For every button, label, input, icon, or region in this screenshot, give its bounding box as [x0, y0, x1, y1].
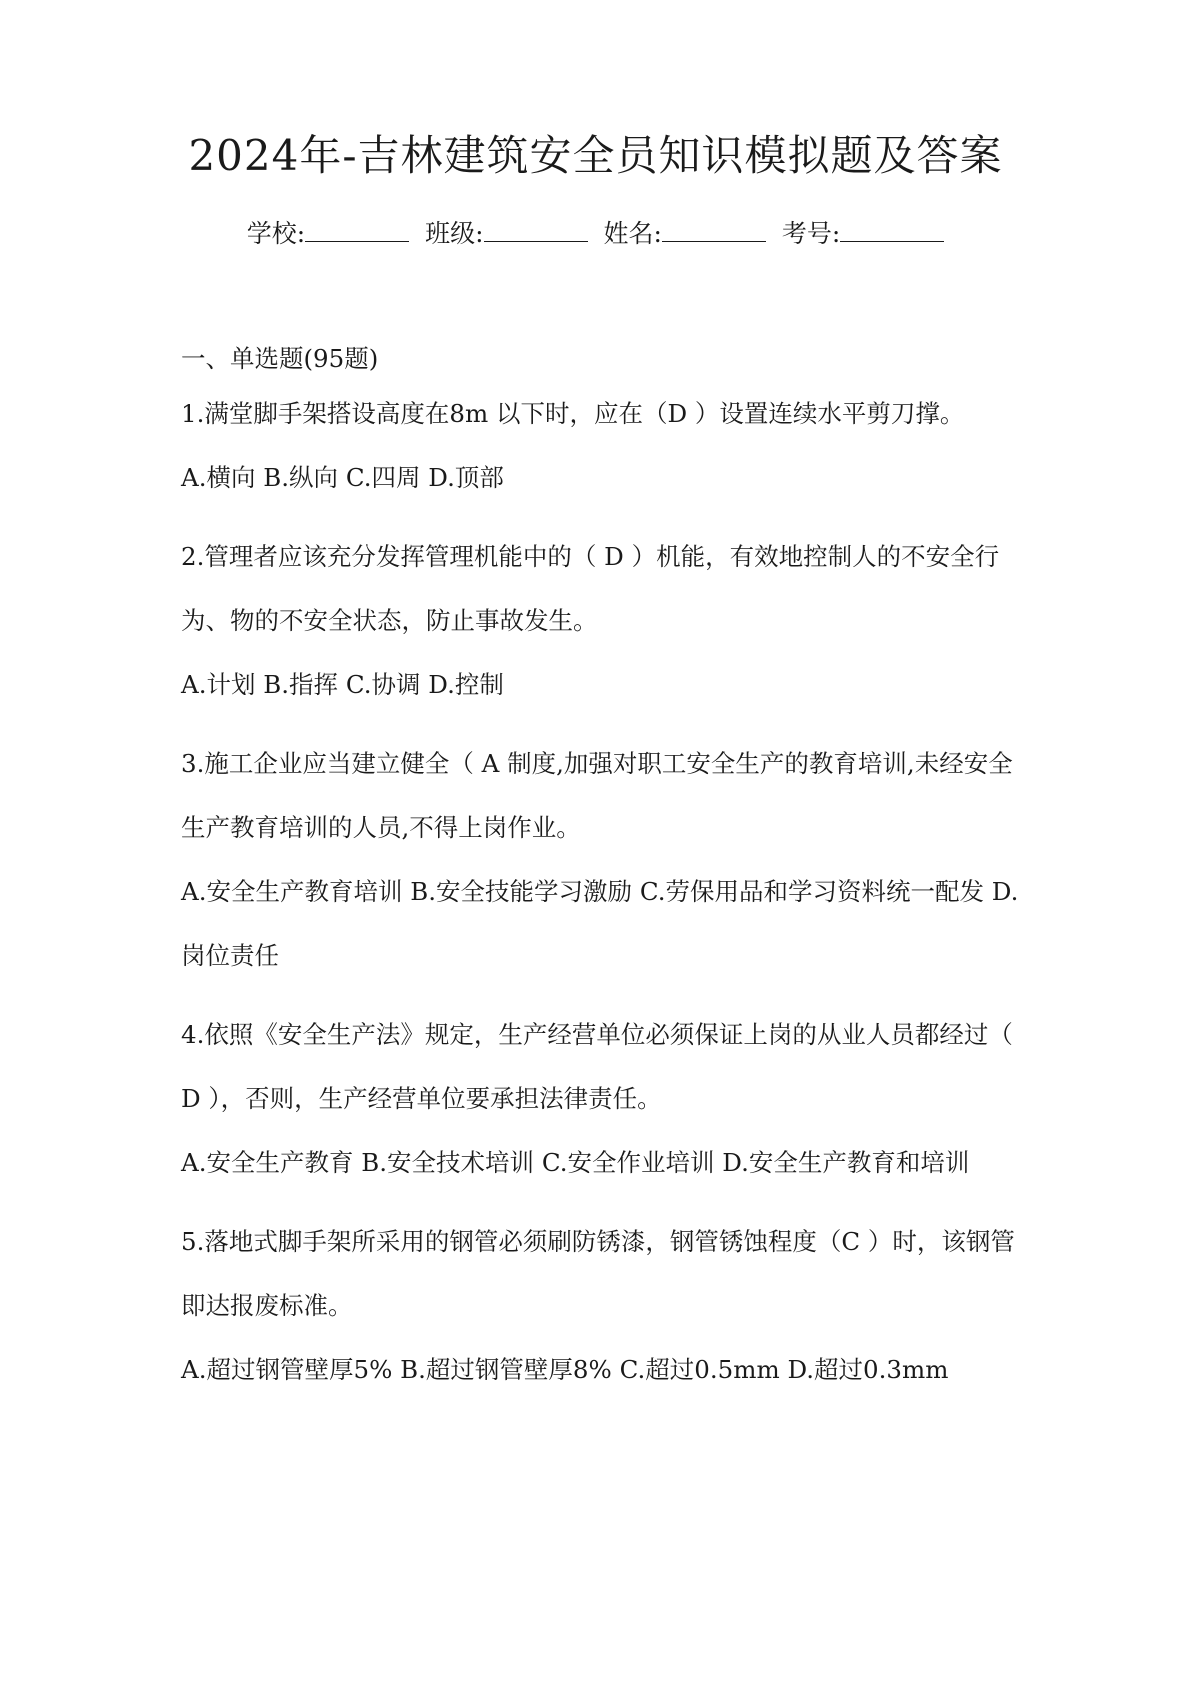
- exam-number-field: [782, 219, 944, 248]
- question-stem: 2.管理者应该充分发挥管理机能中的（ D ）机能，有效地控制人的不安全行为、物的不安全状态，防止事故发生。: [181, 542, 1000, 635]
- school-field: [247, 219, 409, 248]
- student-info-row: [0, 216, 1191, 252]
- question-1: [181, 382, 1021, 510]
- name-blank: [662, 217, 766, 242]
- question-5: [181, 1210, 1021, 1402]
- school-blank: [305, 217, 409, 242]
- exam-number-label: 考号:: [781, 219, 841, 248]
- question-stem: 4.依照《安全生产法》规定，生产经营单位必须保证上岗的从业人员都经过（ D ），否则，生产经营单位要承担法律责任。: [181, 1020, 1013, 1113]
- class-blank: [484, 217, 588, 242]
- question-options: A.超过钢管壁厚5% B.超过钢管壁厚8% C.超过0.5mm D.超过0.3mm: [181, 1355, 949, 1384]
- question-4: [181, 1003, 1021, 1195]
- question-options: A.安全生产教育培训 B.安全技能学习激励 C.劳保用品和学习资料统一配发 D.岗位责任: [181, 877, 1019, 970]
- question-options: A.横向 B.纵向 C.四周 D.顶部: [181, 463, 504, 492]
- class-label: 班级:: [425, 219, 484, 248]
- class-field: [425, 219, 587, 248]
- exam-number-blank: [840, 217, 944, 242]
- exam-content: [181, 340, 1021, 1430]
- name-field: [603, 219, 765, 248]
- question-stem: 1.满堂脚手架搭设高度在8m 以下时，应在（D ）设置连续水平剪刀撑。: [181, 399, 965, 428]
- question-stem: 3.施工企业应当建立健全（ A 制度,加强对职工安全生产的教育培训,未经安全生产教育培训的人员,不得上岗作业。: [181, 749, 1013, 842]
- question-3: [181, 732, 1021, 988]
- question-options: A.安全生产教育 B.安全技术培训 C.安全作业培训 D.安全生产教育和培训: [181, 1148, 970, 1177]
- document-title: 2024年-吉林建筑安全员知识模拟题及答案: [188, 131, 1003, 180]
- question-options: A.计划 B.指挥 C.协调 D.控制: [181, 670, 504, 699]
- question-stem: 5.落地式脚手架所采用的钢管必须刷防锈漆，钢管锈蚀程度（C ）时，该钢管即达报废标准。: [181, 1227, 1015, 1320]
- section-heading: 一、单选题(95题): [181, 344, 379, 373]
- question-2: [181, 525, 1021, 717]
- school-label: 学校:: [246, 219, 306, 248]
- name-label: 姓名:: [603, 219, 662, 248]
